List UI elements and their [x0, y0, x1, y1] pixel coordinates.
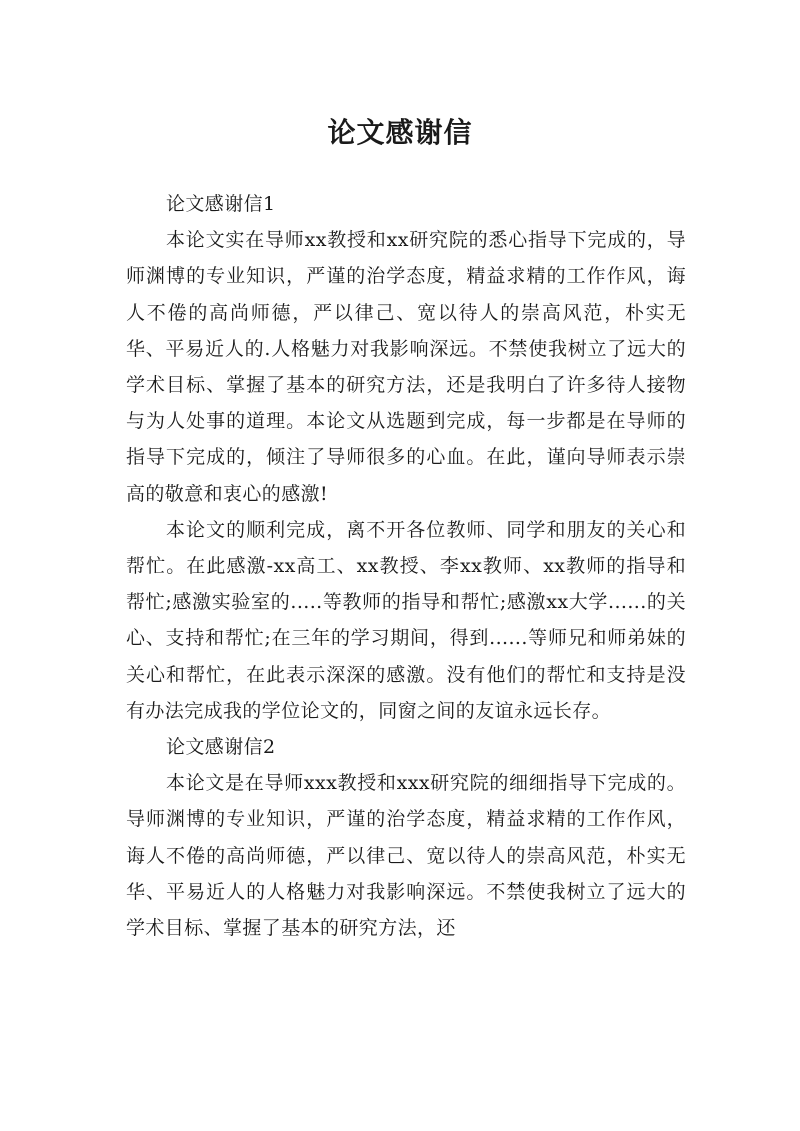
letter-section-1: [126, 186, 686, 729]
paragraph: 本论文是在导师xxx教授和xxx研究院的细细指导下完成的。导师渊博的专业知识，严谨的治学态度，精益求精的工作作风，诲人不倦的高尚师德，严以律己、宽以待人的崇高风范，朴实无华、平易近人的人格魅力对我影响深远。不禁使我树立了远大的学术目标、掌握了基本的研究方法，还: [126, 772, 686, 940]
section-heading: 论文感谢信2: [166, 736, 276, 759]
document-title: 论文感谢信: [327, 115, 473, 149]
document-body: [126, 186, 686, 946]
letter-section-2: [126, 729, 686, 946]
paragraph: 本论文的顺利完成，离不开各位教师、同学和朋友的关心和帮忙。在此感激-xx高工、xx教授、李xx教师、xx教师的指导和帮忙;感激实验室的.....等教师的指导和帮忙;感激xx大学......的关心、支持和帮忙;在三年的学习期间，得到......等师兄和师弟妹的关心和帮忙，在此表示深深的感激。没有他们的帮忙和支持是没有办法完成我的学位论文的，同窗之间的友谊永远长存。: [126, 518, 686, 722]
paragraph: 本论文实在导师xx教授和xx研究院的悉心指导下完成的，导师渊博的专业知识，严谨的治学态度，精益求精的工作作风，诲人不倦的高尚师德，严以律己、宽以待人的崇高风范，朴实无华、平易近人的.人格魅力对我影响深远。不禁使我树立了远大的学术目标、掌握了基本的研究方法，还是我明白了许多待人接物与为人处事的道理。本论文从选题到完成，每一步都是在导师的指导下完成的，倾注了导师很多的心血。在此，谨向导师表示崇高的敬意和衷心的感激!: [126, 229, 686, 505]
section-heading: 论文感谢信1: [166, 193, 276, 215]
